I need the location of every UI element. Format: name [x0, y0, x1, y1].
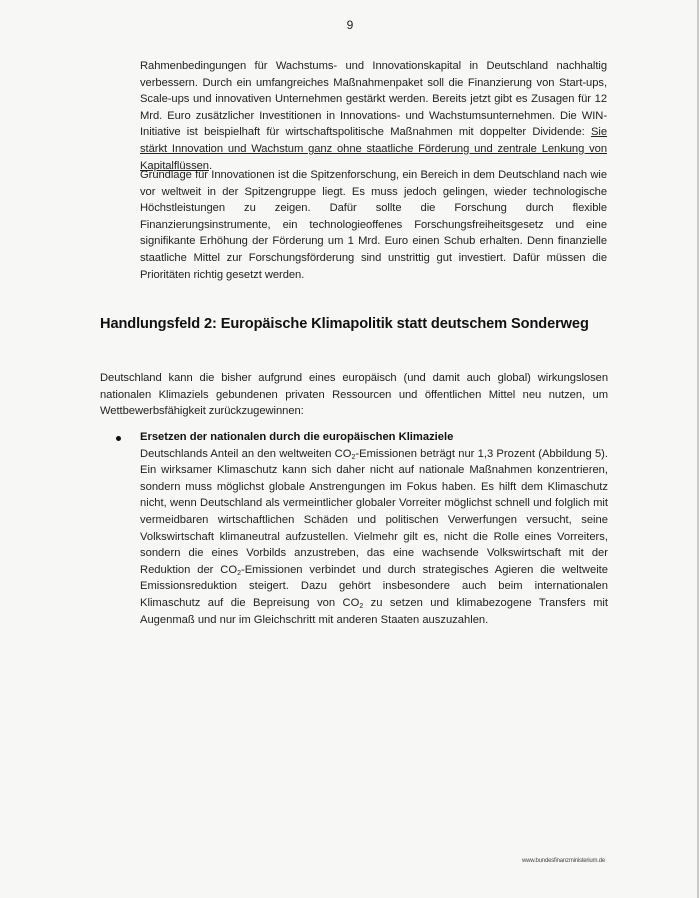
- section-heading: Handlungsfeld 2: Europäische Klimapolitik statt deutschem Sonderweg: [100, 316, 589, 332]
- bullet-icon: [116, 436, 121, 441]
- bullet-body-text: -Emissionen verbindet und durch strategisches Agieren die weltweite Emissionsreduktion steigert. Dazu gehört insbesondere auch beim internationalen Klimaschutz auf die Bepreisung von CO: [140, 563, 609, 609]
- intro-paragraph-1-underlined: Sie stärkt Innovation und Wachstum ganz ohne staatliche Förderung und zentrale Lenkung von Kapitalflüssen: [140, 126, 607, 172]
- bullet-body-text: -Emissionen beträgt nur 1,3 Prozent (Abbildung 5). Ein wirksamer Klimaschutz kann sich daher nicht auf nationale Maßnahmen konzentrieren, sondern muss möglichst globale Anstrengungen im Fokus haben. Es hilft dem Klimaschutz nicht, wenn Deutschland als vermeintlicher globaler Vorreiter möglichst schnell und folglich mit vermeidbaren wirtschaftlichen Schäden und politischen Verwerfungen versucht, seine Volkswirtschaft klimaneutral aufzustellen. Vielmehr gilt es, nicht die Rolle eines Vorreiters, sondern die eines Vorbilds anzustreben, das eine wachsende Volkswirtschaft mit der Reduktion der CO: [140, 447, 608, 576]
- footer-url: www.bundesfinanzministerium.de: [522, 858, 606, 864]
- intro-paragraph-1-end: .: [208, 159, 213, 172]
- intro-paragraph-1: [140, 58, 607, 174]
- bullet-body-text: Deutschlands Anteil an den weltweiten CO: [140, 447, 352, 460]
- bullet-body-text: zu setzen und klimabezogene Transfers mit Augenmaß und nur im Gleichschritt mit anderen Staaten auszuzahlen.: [140, 596, 609, 626]
- section-intro-paragraph: Deutschland kann die bisher aufgrund eines europäisch (und damit auch global) wirkungslosen nationalen Klimaziels gebundenen privaten Ressourcen und öffentlichen Mittel neu nutzen, um Wettbewerbsfähigkeit zurückzugewinnen:: [100, 372, 608, 418]
- subscript-2: 2: [359, 602, 364, 610]
- page-number: 9: [346, 18, 354, 32]
- intro-paragraph-1-text: Rahmenbedingungen für Wachstums- und Innovationskapital in Deutschland nachhaltig verbessern. Durch ein umfangreiches Maßnahmenpaket soll die Finanzierung von Start-ups, Scale-ups und innovativen Unternehmen gestärkt werden. Bereits jetzt gibt es Zusagen für 12 Mrd. Euro zusätzlicher Investitionen in Innovations- und Wachstumsunternehmen. Die WIN-Initiative ist beispielhaft für wirtschaftspolitische Maßnahmen mit doppelter Dividende:: [140, 60, 607, 139]
- subscript-2: 2: [237, 569, 241, 577]
- bullet-title: Ersetzen der nationalen durch die europäischen Klimaziele: [140, 431, 454, 443]
- subscript-2: 2: [351, 453, 356, 461]
- intro-paragraph-2: Grundlage für Innovationen ist die Spitzenforschung, ein Bereich in dem Deutschland nach wie vor weltweit in der Spitzengruppe liegt. Es muss jedoch gelingen, wieder technologische Höchstleistungen zu zeigen. Dafür sollte die Forschung durch flexible Finanzierungsinstrumente, ein technologieoffenes Forschungsfreiheitsgesetz und eine signifikante Erhöhung der Förderung um 1 Mrd. Euro einen Schub erhalten. Denn finanzielle staatliche Mittel zur Forschungsförderung sind unstrittig gut investiert. Dafür müssen die Prioritäten richtig gesetzt werden.: [140, 169, 607, 281]
- bullet-body: [140, 446, 608, 629]
